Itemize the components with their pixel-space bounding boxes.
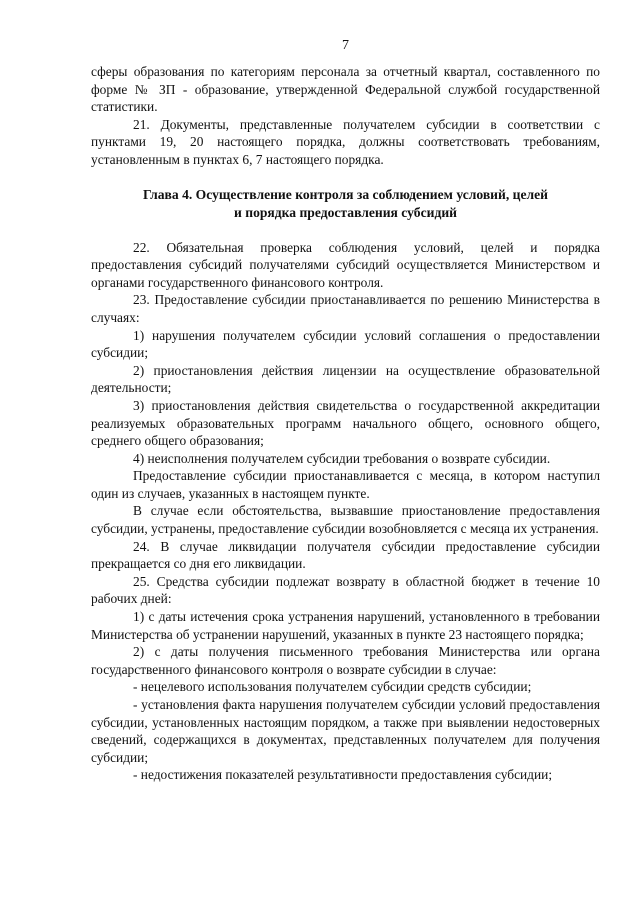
chapter-heading-line-2: и порядка предоставления субсидий — [234, 204, 457, 220]
paragraph-25-item-1: 1) с даты истечения срока устранения нарушений, установленного в требовании Министерства об устранении нарушений, указанных в пункте 23 настоящего порядка; — [91, 609, 600, 642]
paragraph-25-item-2: 2) с даты получения письменного требования Министерства или органа государственного финансового контроля о возврате субсидии в случае: — [91, 644, 600, 677]
paragraph-21: 21. Документы, представленные получателем субсидии в соответствии с пунктами 19, 20 настоящего порядка, должны соответствовать требованиям, установленным в пунктах 6, 7 настоящего порядка. — [91, 116, 600, 167]
paragraph-23: 23. Предоставление субсидии приостанавливается по решению Министерства в случаях: — [91, 292, 600, 325]
page-number: 7 — [342, 38, 349, 53]
paragraph-suspension-start: Предоставление субсидии приостанавливается с месяца, в котором наступил один из случаев, указанных в настоящем пункте. — [91, 468, 600, 501]
paragraph-22: 22. Обязательная проверка соблюдения условий, целей и порядка предоставления субсидий получателями субсидий осуществляется Министерством и органами государственного финансового контроля. — [91, 239, 600, 290]
paragraph-24: 24. В случае ликвидации получателя субсидии предоставление субсидии прекращается со дня его ликвидации. — [91, 538, 600, 572]
paragraph-23-item-2: 2) приостановления действия лицензии на осуществление образовательной деятельности; — [91, 362, 600, 396]
chapter-heading — [91, 186, 600, 222]
paragraph-25-dash-2: - установления факта нарушения получателем субсидии условий предоставления субсидии, установленных настоящим порядком, а также при выявлении недостоверных сведений, содержащихся в документах, представленных получателем для получения субсидии; — [91, 697, 600, 765]
paragraph-23-item-1: 1) нарушения получателем субсидии условий соглашения о предоставлении субсидии; — [91, 327, 600, 361]
paragraph-23-item-4: 4) неисполнения получателем субсидии требования о возврате субсидии. — [133, 450, 551, 466]
paragraph-25: 25. Средства субсидии подлежат возврату в областной бюджет в течение 10 рабочих дней: — [91, 573, 600, 607]
paragraph-25-dash-1: - нецелевого использования получателем субсидии средств субсидии; — [133, 679, 532, 695]
paragraph-resumption: В случае если обстоятельства, вызвавшие приостановление предоставления субсидии, устранены, предоставление субсидии возобновляется с месяца их устранения. — [91, 503, 600, 537]
paragraph-25-dash-3: - недостижения показателей результативности предоставления субсидии; — [133, 767, 553, 783]
chapter-heading-line-1: Глава 4. Осуществление контроля за соблюдением условий, целей — [143, 186, 548, 202]
paragraph-23-item-3: 3) приостановления действия свидетельства о государственной аккредитации реализуемых образовательных программ начального общего, основного общего, среднего общего образования; — [91, 397, 600, 449]
paragraph-continuation: сферы образования по категориям персонала за отчетный квартал, составленного по форме № ЗП - образование, утвержденной Федеральной службой государственной статистики. — [91, 64, 600, 115]
